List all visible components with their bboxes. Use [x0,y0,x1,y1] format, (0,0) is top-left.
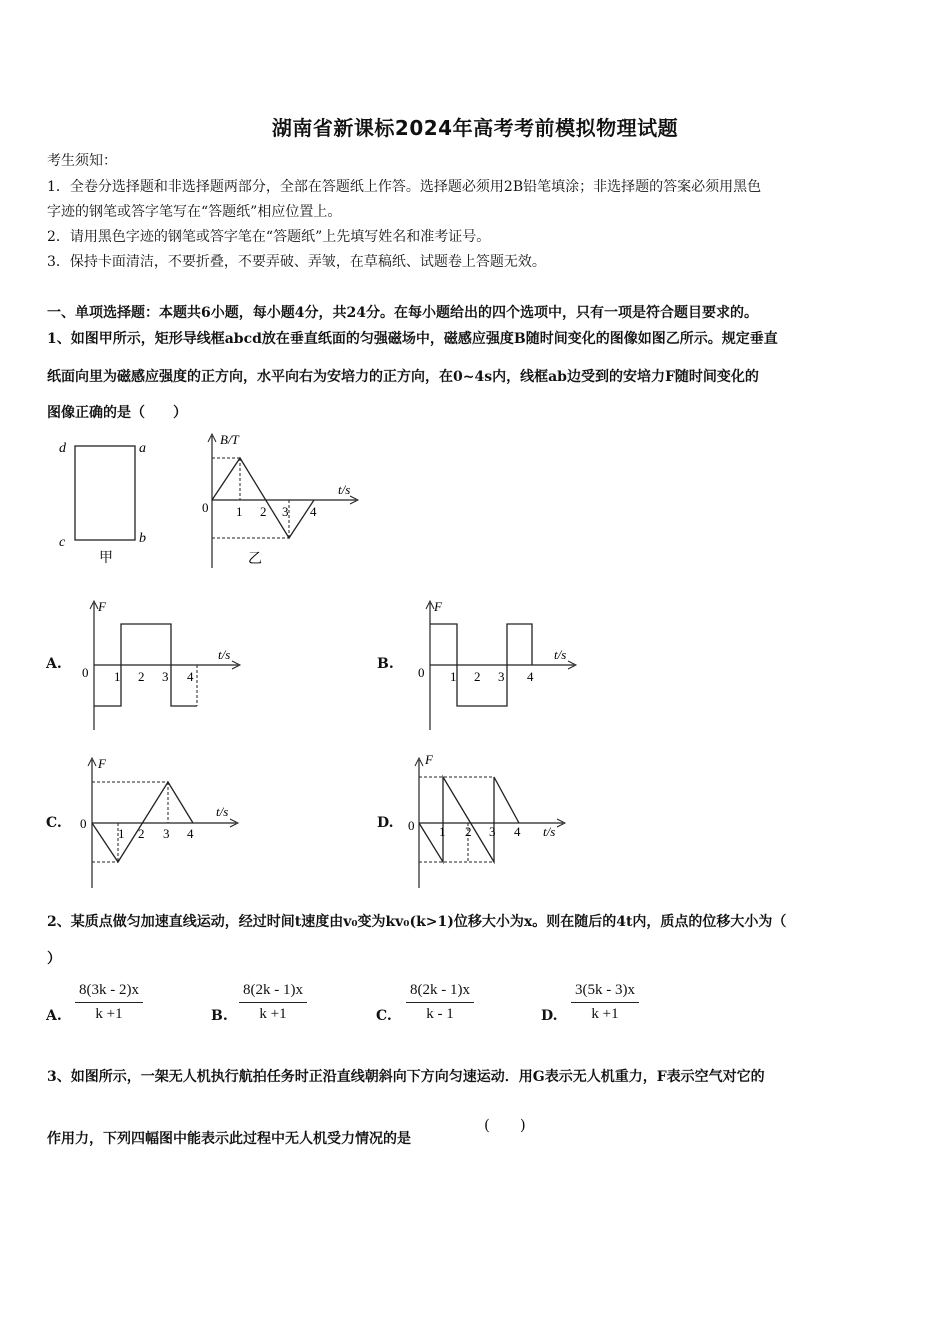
option-c-label[interactable]: C. [46,815,62,831]
q1-text: 1、如图甲所示，矩形导线框abcd放在垂直纸面的匀强磁场中，磁感应强度B随时间变化的图像如图乙所示。规定垂直 [47,331,778,347]
numerator: 8(2k - 1)x [406,982,474,1003]
f-curve [419,777,519,862]
origin-label: 0 [82,665,89,680]
option-b-label[interactable]: B. [377,656,394,672]
x-label: t/s [338,482,351,497]
tick-label: 3 [162,669,169,684]
figure-jia [55,432,160,572]
figure-caption: 乙 [248,552,262,567]
tick-label: 2 [260,504,267,519]
option-a-graph[interactable] [80,595,245,735]
notice-heading: 考生须知： [47,153,117,169]
figure-caption: 甲 [99,551,113,566]
notice-item: 3．保持卡面清洁，不要折叠，不要弄破、弄皱，在草稿纸、试题卷上答题无效。 [47,254,546,270]
q3-text: 3、如图所示，一架无人机执行航拍任务时正沿直线朝斜向下方向匀速运动．用G表示无人机重力，F表示空气对它的 [47,1069,765,1085]
tick-label: 4 [514,824,521,839]
denominator: k - 1 [426,1006,454,1022]
origin-label: 0 [408,818,415,833]
notice-item: 2．请用黑色字迹的钢笔或答字笔在“答题纸”上先填写姓名和准考证号。 [47,229,491,245]
denominator: k +1 [591,1006,619,1022]
f-curve [92,782,193,862]
tick-label: 4 [527,669,534,684]
x-label: t/s [543,824,556,839]
numerator: 8(2k - 1)x [239,982,307,1003]
q3-text: 作用力，下列四幅图中能表示此过程中无人机受力情况的是 [47,1131,411,1147]
tick-label: 4 [187,669,194,684]
option-b-graph[interactable] [416,595,581,735]
y-label: F [425,752,433,767]
denominator: k +1 [95,1006,123,1022]
tick-label: 4 [310,504,317,519]
origin-label: 0 [80,816,87,831]
denominator: k +1 [259,1006,287,1022]
q2-option-a-label[interactable]: A. [46,1008,62,1024]
corner-label-d: d [59,441,66,456]
option-d-graph[interactable] [405,752,570,892]
x-label: t/s [216,804,229,819]
option-c-graph[interactable] [78,752,243,892]
corner-label-b: b [139,531,146,546]
q2-option-c-fraction[interactable] [406,982,474,1023]
tick-label: 2 [465,824,472,839]
notice-item: 1．全卷分选择题和非选择题两部分，全部在答题纸上作答。选择题必须用2B铅笔填涂；非选择题的答案必须用黑色 [47,179,762,195]
tick-label: 3 [282,504,289,519]
tick-label: 3 [163,826,170,841]
b-curve [212,458,314,538]
tick-label: 1 [450,669,457,684]
tick-label: 1 [439,824,446,839]
corner-label-a: a [139,441,146,456]
q2-option-a-fraction[interactable] [75,982,143,1023]
tick-label: 2 [138,669,145,684]
option-d-label[interactable]: D. [377,815,394,831]
x-label: t/s [218,647,231,662]
page-title: 湖南省新课标2024年高考考前模拟物理试题 [271,116,679,140]
numerator: 3(5k - 3)x [571,982,639,1003]
tick-label: 1 [118,826,125,841]
corner-label-c: c [59,535,66,550]
q2-option-d-fraction[interactable] [571,982,639,1023]
q2-text: 2、某质点做匀加速直线运动，经过时间t速度由v₀变为kv₀(k>1)位移大小为x。则在随后的4t内，质点的位移大小为（ [47,914,787,930]
y-label: F [98,756,106,771]
q2-option-b-label[interactable]: B. [211,1008,228,1024]
tick-label: 1 [236,504,243,519]
section-heading: 一、单项选择题：本题共6小题，每小题4分，共24分。在每小题给出的四个选项中，只有一项是符合题目要求的。 [47,305,758,321]
q2-text: ） [47,951,61,967]
tick-label: 3 [498,669,505,684]
q2-option-c-label[interactable]: C. [376,1008,392,1024]
y-label: F [98,599,106,614]
tick-label: 2 [474,669,481,684]
q2-option-b-fraction[interactable] [239,982,307,1023]
origin-label: 0 [418,665,425,680]
q2-option-d-label[interactable]: D. [541,1008,558,1024]
figure-yi [198,428,363,573]
numerator: 8(3k - 2)x [75,982,143,1003]
wire-frame [75,446,135,540]
tick-label: 3 [489,824,496,839]
answer-parens: ( ) [484,1116,526,1134]
option-a-label[interactable]: A. [46,656,62,672]
x-label: t/s [554,647,567,662]
q1-text: 纸面向里为磁感应强度的正方向，水平向右为安培力的正方向，在0~4s内，线框ab边受到的安培力F随时间变化的 [47,369,759,385]
y-label: B/T [220,432,239,447]
q1-text: 图像正确的是（ ） [47,405,187,421]
origin-label: 0 [202,500,209,515]
tick-label: 1 [114,669,121,684]
y-label: F [434,599,442,614]
notice-item: 字迹的钢笔或答字笔写在“答题纸”相应位置上。 [47,204,342,220]
tick-label: 4 [187,826,194,841]
tick-label: 2 [138,826,145,841]
